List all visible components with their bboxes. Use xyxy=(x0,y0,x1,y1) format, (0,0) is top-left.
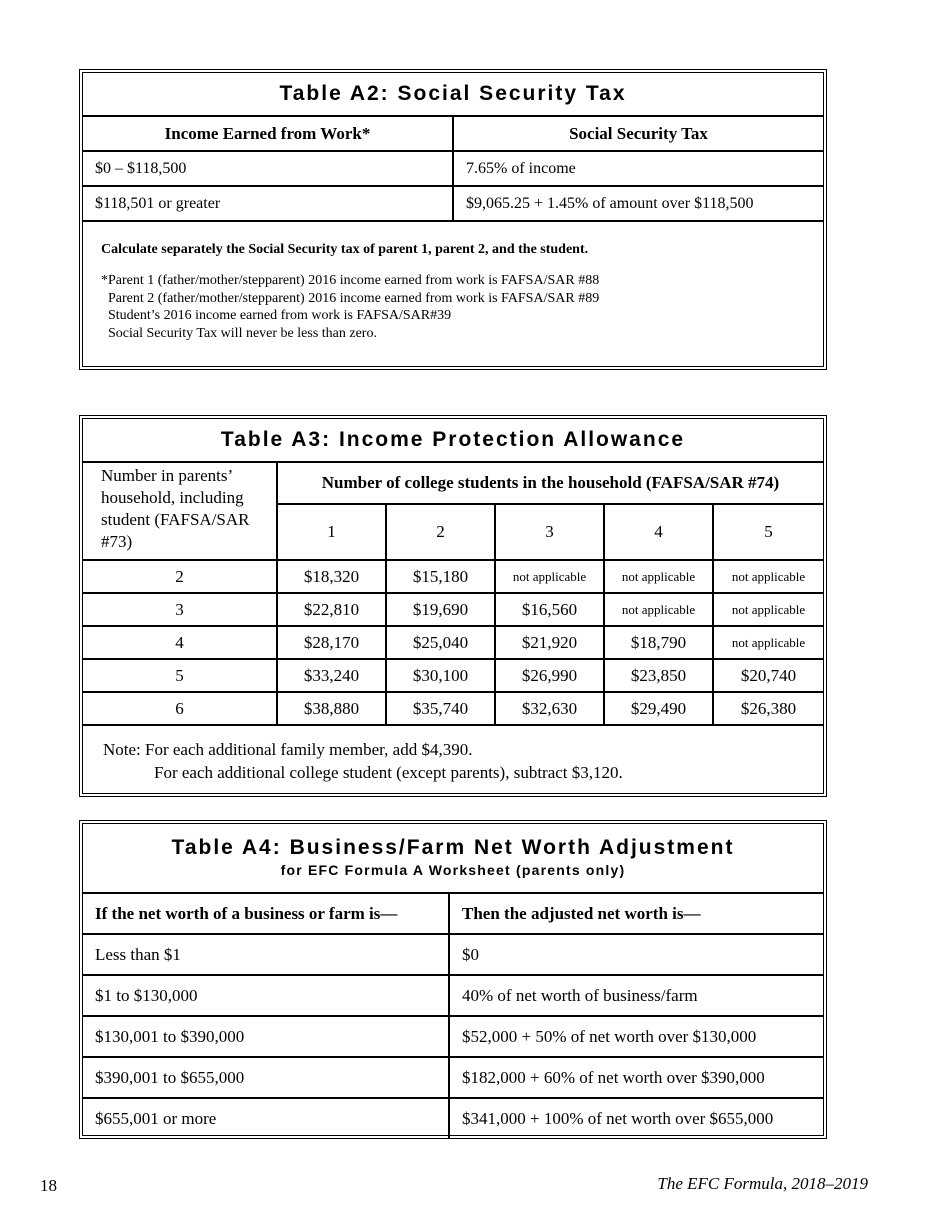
table-a3-column-number: 5 xyxy=(713,504,823,560)
table-a3-cell: $16,560 xyxy=(495,593,604,626)
table-row xyxy=(83,151,823,186)
table-a2-header-tax: Social Security Tax xyxy=(453,117,823,151)
table-a4-title: Table A4: Business/Farm Net Worth Adjustment xyxy=(171,836,735,859)
table-a3-column-group-header: Number of college students in the household (FAFSA/SAR #74) xyxy=(277,463,823,504)
table-row xyxy=(83,975,823,1016)
table-row xyxy=(83,626,823,659)
table-a4-box xyxy=(79,820,827,1139)
table-a3-household-size: 2 xyxy=(83,560,277,593)
table-a3-cell: $28,170 xyxy=(277,626,386,659)
table-a2 xyxy=(83,117,823,222)
table-a3-cell: not applicable xyxy=(713,560,823,593)
table-a3-cell: $23,850 xyxy=(604,659,713,692)
table-a3-column-number: 4 xyxy=(604,504,713,560)
table-row xyxy=(83,659,823,692)
table-row xyxy=(83,1057,823,1098)
table-a3-cell: $25,040 xyxy=(386,626,495,659)
table-a3-note-line: For each additional college student (except parents), subtract $3,120. xyxy=(154,763,623,782)
table-a3-cell: $30,100 xyxy=(386,659,495,692)
table-a4-cell: $341,000 + 100% of net worth over $655,000 xyxy=(449,1098,823,1138)
table-a3 xyxy=(83,463,823,726)
table-a3-cell: $26,990 xyxy=(495,659,604,692)
table-a2-cell: $0 – $118,500 xyxy=(83,151,453,186)
table-a3-column-number: 2 xyxy=(386,504,495,560)
table-a2-note-line: Social Security Tax will never be less than zero. xyxy=(101,325,377,341)
table-a3-title: Table A3: Income Protection Allowance xyxy=(83,419,823,463)
table-row xyxy=(83,186,823,221)
table-a2-header-income: Income Earned from Work* xyxy=(83,117,453,151)
table-a3-cell: $15,180 xyxy=(386,560,495,593)
table-a3-column-number: 3 xyxy=(495,504,604,560)
table-a3-household-size: 3 xyxy=(83,593,277,626)
table-row xyxy=(83,1098,823,1138)
table-a2-cell: 7.65% of income xyxy=(453,151,823,186)
table-a4-cell: $390,001 to $655,000 xyxy=(83,1057,449,1098)
table-a4-subtitle: for EFC Formula A Worksheet (parents only) xyxy=(280,862,626,878)
table-row xyxy=(83,934,823,975)
table-a4-cell: $182,000 + 60% of net worth over $390,000 xyxy=(449,1057,823,1098)
table-a2-title: Table A2: Social Security Tax xyxy=(83,73,823,117)
table-a3-column-number: 1 xyxy=(277,504,386,560)
table-a3-cell: $26,380 xyxy=(713,692,823,725)
table-a2-note-line: *Parent 1 (father/mother/stepparent) 2016 income earned from work is FAFSA/SAR #88 xyxy=(101,273,600,288)
table-row xyxy=(83,692,823,725)
table-a3-note-line: Note: For each additional family member, add $4,390. xyxy=(103,740,473,759)
table-a4-cell: Less than $1 xyxy=(83,934,449,975)
table-a3-cell: $35,740 xyxy=(386,692,495,725)
table-a2-box xyxy=(79,69,827,370)
table-a3-cell: $21,920 xyxy=(495,626,604,659)
table-a3-household-size: 4 xyxy=(83,626,277,659)
table-a4-header-adjusted: Then the adjusted net worth is— xyxy=(449,894,823,934)
table-a2-note-line: Student’s 2016 income earned from work is FAFSA/SAR#39 xyxy=(101,308,452,323)
table-a3-cell: $18,320 xyxy=(277,560,386,593)
table-a3-cell: $18,790 xyxy=(604,626,713,659)
table-row xyxy=(83,593,823,626)
table-a2-cell: $118,501 or greater xyxy=(83,186,453,221)
table-a2-bold-note: Calculate separately the Social Security tax of parent 1, parent 2, and the student. xyxy=(101,242,589,257)
table-a4 xyxy=(83,894,823,1138)
table-a3-cell: $32,630 xyxy=(495,692,604,725)
table-a3-household-size: 5 xyxy=(83,659,277,692)
table-a4-cell: $0 xyxy=(449,934,823,975)
table-a3-cell: not applicable xyxy=(495,560,604,593)
table-a4-cell: $655,001 or more xyxy=(83,1098,449,1138)
table-a4-cell: 40% of net worth of business/farm xyxy=(449,975,823,1016)
table-a3-cell: $22,810 xyxy=(277,593,386,626)
table-a3-cell: not applicable xyxy=(604,560,713,593)
page-number: 18 xyxy=(40,1176,57,1195)
table-a2-cell: $9,065.25 + 1.45% of amount over $118,500 xyxy=(453,186,823,221)
table-a3-household-size: 6 xyxy=(83,692,277,725)
table-a4-header-net-worth: If the net worth of a business or farm is— xyxy=(83,894,449,934)
table-a4-cell: $52,000 + 50% of net worth over $130,000 xyxy=(449,1016,823,1057)
table-a3-cell: $29,490 xyxy=(604,692,713,725)
table-a3-note xyxy=(83,726,823,784)
table-a3-cell: $33,240 xyxy=(277,659,386,692)
table-a2-note-line: Parent 2 (father/mother/stepparent) 2016 income earned from work is FAFSA/SAR #89 xyxy=(101,290,600,306)
table-a4-title-block xyxy=(83,824,823,894)
table-a3-cell: not applicable xyxy=(713,593,823,626)
table-a4-cell: $1 to $130,000 xyxy=(83,975,449,1016)
table-a4-cell: $130,001 to $390,000 xyxy=(83,1016,449,1057)
table-a3-box xyxy=(79,415,827,797)
table-a3-cell: $20,740 xyxy=(713,659,823,692)
table-row xyxy=(83,560,823,593)
table-a3-cell: $19,690 xyxy=(386,593,495,626)
table-a3-cell: not applicable xyxy=(713,626,823,659)
footer-title: The EFC Formula, 2018–2019 xyxy=(657,1174,868,1193)
table-a3-cell: $38,880 xyxy=(277,692,386,725)
table-row xyxy=(83,1016,823,1057)
table-a3-cell: not applicable xyxy=(604,593,713,626)
table-a3-row-header: Number in parents’ household, including student (FAFSA/SAR #73) xyxy=(83,463,277,560)
table-a2-notes xyxy=(83,222,823,342)
